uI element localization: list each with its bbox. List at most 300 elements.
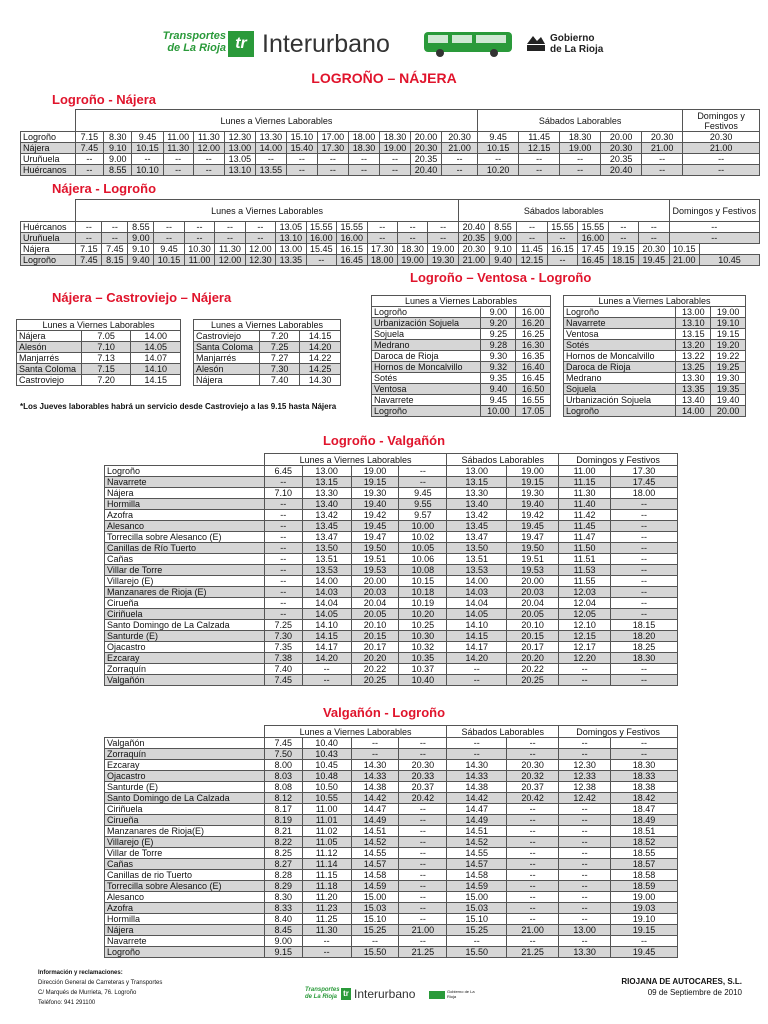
table-cell: 16.45 xyxy=(516,373,551,384)
table-cell: 13.15 xyxy=(447,477,507,488)
table-row xyxy=(564,318,746,329)
tr-logo-text: tr xyxy=(235,35,247,52)
table-cell: -- xyxy=(507,738,559,749)
table-cell: -- xyxy=(264,477,302,488)
table-cell: 12.00 xyxy=(215,255,245,266)
table-cell: 7.27 xyxy=(259,353,299,364)
table-cell: Nájera xyxy=(21,143,76,154)
table-cell: 13.51 xyxy=(302,554,351,565)
table-cell: 20.00 xyxy=(351,576,399,587)
table-cell: 20.04 xyxy=(507,598,559,609)
table-cell: -- xyxy=(611,738,678,749)
table-cell: -- xyxy=(447,749,507,760)
table-cell: 20.00 xyxy=(601,132,642,143)
table-row xyxy=(564,395,746,406)
table-cell: -- xyxy=(264,587,302,598)
table-cell: 14.15 xyxy=(447,631,507,642)
table-cell: 10.35 xyxy=(399,653,447,664)
table-cell: 11.00 xyxy=(184,255,214,266)
table-cell: Sojuela xyxy=(564,384,676,395)
table-cell: -- xyxy=(348,165,379,176)
table-cell: 10.15 xyxy=(478,143,519,154)
table-cell: 15.10 xyxy=(351,914,399,925)
table-cell: -- xyxy=(264,554,302,565)
table-cell: -- xyxy=(399,826,447,837)
table-cell: 8.00 xyxy=(264,760,302,771)
table-cell: 11.47 xyxy=(559,532,611,543)
table-cell: 13.55 xyxy=(255,165,286,176)
table-cell: -- xyxy=(559,664,611,675)
table-cell: -- xyxy=(215,233,245,244)
table-cell: -- xyxy=(399,881,447,892)
footer-gobierno: Gobierno de La Rioja xyxy=(447,989,475,999)
table-cell: 7.45 xyxy=(76,255,102,266)
table-cell: -- xyxy=(507,914,559,925)
table-cell: 18.57 xyxy=(611,859,678,870)
table-cell: -- xyxy=(519,165,560,176)
table-row xyxy=(564,340,746,351)
section-title-ventosa: Logroño – Ventosa - Logroño xyxy=(410,270,592,285)
table-cell: 14.03 xyxy=(302,587,351,598)
table-cell: 19.30 xyxy=(351,488,399,499)
table-cell: 16.55 xyxy=(516,395,551,406)
table-cell: -- xyxy=(517,233,547,244)
table-cell: 14.25 xyxy=(300,364,341,375)
table-cell: -- xyxy=(255,154,286,165)
table-cell: 13.30 xyxy=(302,488,351,499)
table-cell: 11.00 xyxy=(559,466,611,477)
table-cell: 11.00 xyxy=(302,804,351,815)
table-cell: 8.55 xyxy=(128,222,154,233)
table-cell: Villar de Torre xyxy=(105,565,265,576)
table-cell: -- xyxy=(75,154,103,165)
table-cell: 21.00 xyxy=(642,143,683,154)
table-cell: 13.42 xyxy=(447,510,507,521)
table-cell: 14.03 xyxy=(447,587,507,598)
table-row xyxy=(194,375,341,386)
table-cell: Zorraquín xyxy=(105,664,265,675)
table-row xyxy=(105,892,678,903)
table-row xyxy=(194,331,341,342)
page-title: LOGROÑO – NÁJERA xyxy=(311,70,457,86)
table-row xyxy=(105,881,678,892)
table-cell: 14.05 xyxy=(447,609,507,620)
table-cell: -- xyxy=(442,165,478,176)
table-cell: 16.00 xyxy=(516,307,551,318)
table-cell: 6.45 xyxy=(264,466,302,477)
table-row xyxy=(105,477,678,488)
table-cell: -- xyxy=(559,936,611,947)
table-cell: 12.03 xyxy=(559,587,611,598)
table-cell: 18.30 xyxy=(397,244,427,255)
table-cell: 17.00 xyxy=(317,132,348,143)
table-cell: -- xyxy=(547,255,577,266)
table-row xyxy=(105,466,678,477)
table-cell: Cañas xyxy=(105,859,265,870)
table-cell: -- xyxy=(507,859,559,870)
table-cell: -- xyxy=(611,499,678,510)
table-cell: 11.23 xyxy=(302,903,351,914)
table-cell: 20.22 xyxy=(507,664,559,675)
table-cell: -- xyxy=(507,903,559,914)
table-cell: -- xyxy=(442,154,478,165)
table-cell: Nájera xyxy=(21,244,76,255)
table-cell: 19.00 xyxy=(611,892,678,903)
table-cell: 14.30 xyxy=(351,760,399,771)
table-cell: 18.30 xyxy=(348,143,379,154)
table-cell: -- xyxy=(559,738,611,749)
table-cell: Urbanización Sojuela xyxy=(564,395,676,406)
table-cell: -- xyxy=(317,165,348,176)
table-cell: Sotés xyxy=(564,340,676,351)
table-cell: -- xyxy=(611,576,678,587)
table-cell: 9.57 xyxy=(399,510,447,521)
table-cell: -- xyxy=(379,165,410,176)
table-cell: 20.40 xyxy=(458,222,489,233)
table-cell: 10.18 xyxy=(399,587,447,598)
table-cell: -- xyxy=(559,826,611,837)
table-cell: 14.42 xyxy=(447,793,507,804)
table-cell: 13.15 xyxy=(302,477,351,488)
table-cell: 7.30 xyxy=(259,364,299,375)
table-cell: 20.15 xyxy=(351,631,399,642)
table-cell: 18.00 xyxy=(611,488,678,499)
table-cell: 18.30 xyxy=(560,132,601,143)
table-cell: -- xyxy=(447,664,507,675)
table-cell: 16.00 xyxy=(337,233,367,244)
table-row xyxy=(105,859,678,870)
table-cell: 14.51 xyxy=(351,826,399,837)
table-cell: 18.00 xyxy=(367,255,397,266)
table-cell: Sotés xyxy=(372,373,481,384)
table-cell xyxy=(21,110,76,132)
table-cell: -- xyxy=(559,837,611,848)
table-cell: 14.33 xyxy=(351,771,399,782)
table-cell: Domingos y Festivos xyxy=(559,454,678,466)
table-cell: -- xyxy=(264,543,302,554)
table-cell: 17.05 xyxy=(516,406,551,417)
table-row xyxy=(105,609,678,620)
table-cell: -- xyxy=(611,936,678,947)
table-cell: 16.15 xyxy=(547,244,577,255)
table-cell: 14.10 xyxy=(302,620,351,631)
table-cell: 9.25 xyxy=(481,329,516,340)
table-cell: 7.05 xyxy=(81,331,130,342)
table-row xyxy=(105,947,678,958)
table-cell: 18.25 xyxy=(611,642,678,653)
table-cell: 7.15 xyxy=(81,364,130,375)
table-cell: 14.05 xyxy=(131,342,181,353)
table-cell: -- xyxy=(245,222,275,233)
table-row xyxy=(105,565,678,576)
table-cell: 19.30 xyxy=(507,488,559,499)
table-cell: -- xyxy=(163,165,193,176)
table-cell: Nájera xyxy=(105,925,265,936)
table-cell: Huércanos xyxy=(21,222,76,233)
table-cell: 18.00 xyxy=(348,132,379,143)
table-cell: 14.00 xyxy=(302,576,351,587)
table-cell: 7.25 xyxy=(264,620,302,631)
table-row xyxy=(105,488,678,499)
table-cell: 14.00 xyxy=(676,406,711,417)
table-cell: 12.33 xyxy=(559,771,611,782)
table-cell: 9.10 xyxy=(489,244,516,255)
table-cell: 9.45 xyxy=(132,132,163,143)
table-cell: -- xyxy=(559,815,611,826)
table-cell: 15.03 xyxy=(447,903,507,914)
table-cell: 11.45 xyxy=(517,244,547,255)
table-cell: 21.00 xyxy=(442,143,478,154)
table-cell: Logroño xyxy=(564,307,676,318)
table-cell: Sábados Laborables xyxy=(447,454,559,466)
table-cell: Logroño xyxy=(21,255,76,266)
table-row xyxy=(105,664,678,675)
table-cell: 13.40 xyxy=(447,499,507,510)
table-castroviejo-vuelta xyxy=(193,319,341,386)
table-cell: 19.45 xyxy=(507,521,559,532)
castroviejo-note: *Los Jueves laborables habrá un servicio desde Castroviejo a las 9.15 hasta Nájera xyxy=(20,402,337,411)
table-cell: 20.17 xyxy=(351,642,399,653)
table-cell: -- xyxy=(639,233,669,244)
table-cell: Hornos de Moncalvillo xyxy=(564,351,676,362)
table-cell: 19.15 xyxy=(351,477,399,488)
table-cell: 11.25 xyxy=(302,914,351,925)
table-row xyxy=(372,362,551,373)
section-title-logrono-valganon: Logroño - Valgañón xyxy=(322,433,446,448)
table-cell: 14.07 xyxy=(131,353,181,364)
table-cell: 7.40 xyxy=(264,664,302,675)
table-row xyxy=(564,362,746,373)
table-cell: 15.50 xyxy=(351,947,399,958)
table-cell: 19.45 xyxy=(351,521,399,532)
table-cell: 14.49 xyxy=(447,815,507,826)
table-cell: -- xyxy=(264,521,302,532)
table-cell: -- xyxy=(611,587,678,598)
table-cell: 20.42 xyxy=(507,793,559,804)
table-cell: 15.55 xyxy=(337,222,367,233)
table-cell: Ciriñuela xyxy=(105,609,265,620)
table-cell: 13.20 xyxy=(676,340,711,351)
footer-tr-mark-text: tr xyxy=(343,989,349,998)
table-cell: 19.25 xyxy=(711,362,746,373)
table-cell: Domingos y Festivos xyxy=(683,110,760,132)
table-cell: 14.51 xyxy=(447,826,507,837)
table-cell xyxy=(105,726,265,738)
table-cell: 15.00 xyxy=(351,892,399,903)
table-row xyxy=(105,738,678,749)
table-cell: 13.30 xyxy=(676,373,711,384)
table-row xyxy=(372,384,551,395)
table-najera-logrono xyxy=(20,199,760,266)
table-cell: 20.20 xyxy=(507,653,559,664)
table-row xyxy=(105,499,678,510)
table-cell: 20.30 xyxy=(399,760,447,771)
table-cell: 12.15 xyxy=(517,255,547,266)
table-cell: 11.15 xyxy=(302,870,351,881)
gobierno-line-1: Gobierno xyxy=(550,33,595,44)
table-cell: 9.30 xyxy=(481,351,516,362)
table-cell: -- xyxy=(507,870,559,881)
table-cell: -- xyxy=(517,222,547,233)
table-cell: Medrano xyxy=(372,340,481,351)
table-cell: -- xyxy=(559,749,611,760)
table-cell: 11.53 xyxy=(559,565,611,576)
table-cell: 19.22 xyxy=(711,351,746,362)
table-cell: -- xyxy=(264,499,302,510)
table-cell: -- xyxy=(611,510,678,521)
table-cell: 14.30 xyxy=(300,375,341,386)
table-cell: -- xyxy=(286,165,317,176)
table-cell: 11.45 xyxy=(559,521,611,532)
table-cell: Logroño xyxy=(372,406,481,417)
table-cell: -- xyxy=(559,914,611,925)
table-cell: 9.32 xyxy=(481,362,516,373)
table-cell: -- xyxy=(559,675,611,686)
table-cell: 13.05 xyxy=(276,222,306,233)
table-cell: 12.30 xyxy=(245,255,275,266)
table-cell: -- xyxy=(611,532,678,543)
table-cell: 14.58 xyxy=(351,870,399,881)
table-cell: 20.25 xyxy=(507,675,559,686)
table-cell: 8.55 xyxy=(104,165,132,176)
footer-bus-icon xyxy=(429,991,445,999)
table-cell: 19.40 xyxy=(711,395,746,406)
table-cell: 11.18 xyxy=(302,881,351,892)
table-cell: 19.00 xyxy=(711,307,746,318)
table-row xyxy=(105,749,678,760)
table-cell: 19.00 xyxy=(397,255,427,266)
table-cell: -- xyxy=(306,255,336,266)
table-cell: -- xyxy=(399,749,447,760)
table-cell: 11.14 xyxy=(302,859,351,870)
table-cell: Lunes a Viernes Laborables xyxy=(194,320,341,331)
table-cell: Villarejo (E) xyxy=(105,576,265,587)
table-cell: 20.03 xyxy=(351,587,399,598)
table-cell: 12.00 xyxy=(245,244,275,255)
table-row xyxy=(105,760,678,771)
table-cell: 17.45 xyxy=(611,477,678,488)
table-cell: Alesón xyxy=(194,364,260,375)
table-row xyxy=(21,165,760,176)
table-cell: Ciriñuela xyxy=(105,804,265,815)
table-row xyxy=(105,532,678,543)
table-cell: 19.45 xyxy=(611,947,678,958)
table-cell: 15.10 xyxy=(447,914,507,925)
table-cell: 7.30 xyxy=(264,631,302,642)
table-cell: 14.57 xyxy=(351,859,399,870)
table-cell: Lunes a Viernes Laborables xyxy=(564,296,746,307)
table-cell: 19.15 xyxy=(611,925,678,936)
table-cell: -- xyxy=(399,903,447,914)
table-ventosa-morning xyxy=(371,295,551,417)
table-cell: Manzanares de Rioja (E) xyxy=(105,587,265,598)
table-cell: 20.17 xyxy=(507,642,559,653)
section-title-logrono-najera: Logroño - Nájera xyxy=(52,92,157,107)
table-cell: 20.37 xyxy=(399,782,447,793)
table-cell: 19.35 xyxy=(711,384,746,395)
table-row xyxy=(372,406,551,417)
table-cell: 14.15 xyxy=(300,331,341,342)
table-cell: -- xyxy=(102,222,128,233)
table-cell: Azofra xyxy=(105,510,265,521)
table-cell: 18.52 xyxy=(611,837,678,848)
table-cell: -- xyxy=(507,892,559,903)
table-cell: -- xyxy=(399,804,447,815)
table-cell: 10.02 xyxy=(399,532,447,543)
table-cell: -- xyxy=(642,154,683,165)
table-cell: 13.50 xyxy=(447,543,507,554)
table-row xyxy=(17,353,181,364)
table-cell: -- xyxy=(264,532,302,543)
table-cell: -- xyxy=(397,222,427,233)
table-cell: 18.30 xyxy=(379,132,410,143)
table-row xyxy=(564,406,746,417)
table-row xyxy=(372,329,551,340)
table-cell: 20.30 xyxy=(642,132,683,143)
table-cell: 8.45 xyxy=(264,925,302,936)
table-cell: 20.00 xyxy=(507,576,559,587)
table-cell: 11.50 xyxy=(559,543,611,554)
table-cell: 20.30 xyxy=(411,143,442,154)
table-cell: 14.33 xyxy=(447,771,507,782)
table-cell: 14.55 xyxy=(447,848,507,859)
table-cell: Uruñuela xyxy=(21,154,76,165)
table-row xyxy=(564,384,746,395)
table-row xyxy=(105,620,678,631)
table-cell: 9.20 xyxy=(481,318,516,329)
table-cell: -- xyxy=(559,848,611,859)
table-cell: 12.15 xyxy=(519,143,560,154)
table-cell: -- xyxy=(76,222,102,233)
bus-icon xyxy=(422,30,516,58)
table-cell: 14.52 xyxy=(351,837,399,848)
table-valganon-logrono xyxy=(104,725,678,958)
table-cell: 16.25 xyxy=(516,329,551,340)
table-cell: 13.30 xyxy=(447,488,507,499)
table-cell: 9.35 xyxy=(481,373,516,384)
table-logrono-najera xyxy=(20,109,760,176)
table-cell: 19.47 xyxy=(351,532,399,543)
table-cell: 9.10 xyxy=(104,143,132,154)
table-cell: Lunes a Viernes Laborables xyxy=(76,200,459,222)
table-row xyxy=(372,373,551,384)
table-cell: Torrecilla sobre Alesanco (E) xyxy=(105,881,265,892)
table-cell: -- xyxy=(559,804,611,815)
table-cell: Lunes a Viernes Laborables xyxy=(264,726,447,738)
table-cell: Santa Coloma xyxy=(17,364,82,375)
table-cell: -- xyxy=(264,609,302,620)
table-cell: 8.22 xyxy=(264,837,302,848)
table-cell: 12.30 xyxy=(224,132,255,143)
table-cell: 10.45 xyxy=(700,255,760,266)
table-cell: -- xyxy=(193,165,224,176)
table-cell: 20.00 xyxy=(711,406,746,417)
table-row xyxy=(21,244,760,255)
table-cell: 12.05 xyxy=(559,609,611,620)
table-cell: 18.15 xyxy=(608,255,638,266)
table-cell: 16.00 xyxy=(306,233,336,244)
table-cell: 10.50 xyxy=(302,782,351,793)
table-cell: -- xyxy=(399,466,447,477)
table-cell: 16.30 xyxy=(516,340,551,351)
table-cell: 15.55 xyxy=(306,222,336,233)
table-cell: 14.59 xyxy=(351,881,399,892)
footer-company: RIOJANA DE AUTOCARES, S.L. xyxy=(621,977,742,986)
footer-interurbano: Interurbano xyxy=(354,987,416,1001)
table-row xyxy=(105,543,678,554)
table-cell: 11.00 xyxy=(163,132,193,143)
table-cell: Castroviejo xyxy=(194,331,260,342)
